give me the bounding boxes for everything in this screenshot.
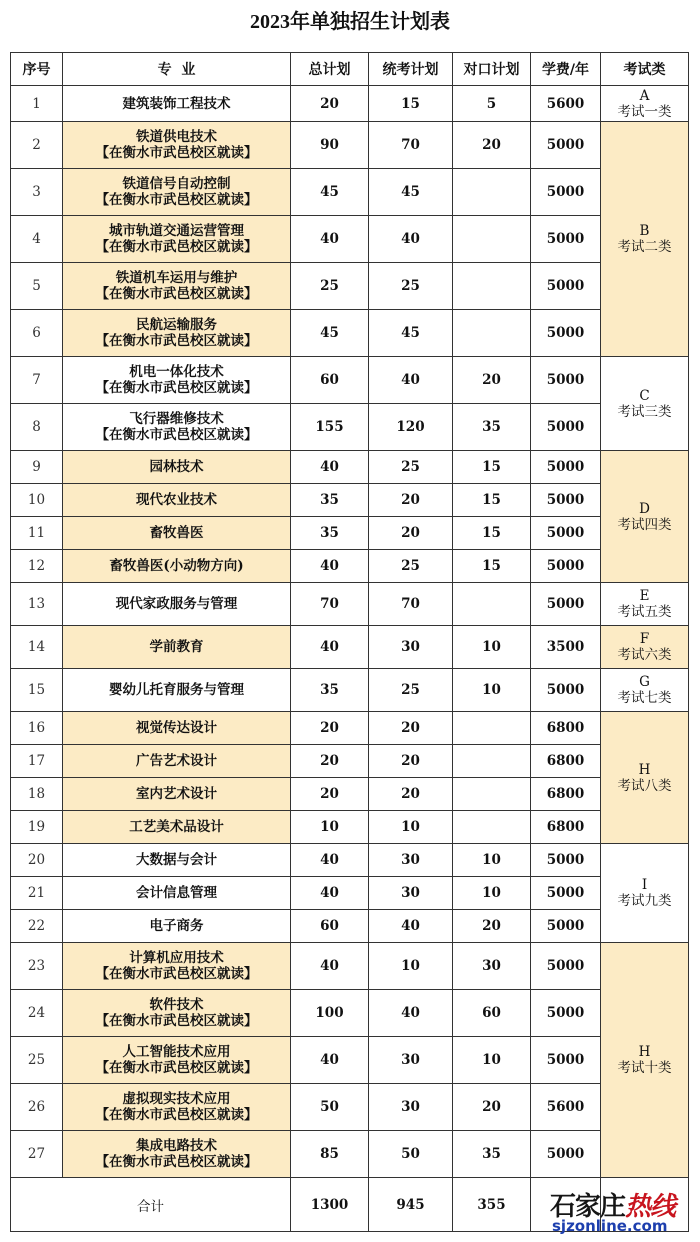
targeted-plan: 10	[453, 877, 531, 910]
enrollment-plan-table	[10, 52, 689, 1232]
table-row	[11, 263, 689, 310]
major-cell	[63, 357, 291, 404]
tuition-fee: 5000	[531, 910, 601, 943]
targeted-plan	[453, 811, 531, 844]
row-number: 15	[11, 669, 63, 712]
major-name: 现代农业技术	[136, 492, 217, 508]
targeted-plan	[453, 263, 531, 310]
row-number: 20	[11, 844, 63, 877]
targeted-plan	[453, 712, 531, 745]
major-cell	[63, 1037, 291, 1084]
total-plan: 20	[291, 86, 369, 122]
major-name: 城市轨道交通运营管理	[109, 223, 244, 239]
table-row	[11, 626, 689, 669]
tuition-fee: 5000	[531, 550, 601, 583]
targeted-plan	[453, 169, 531, 216]
tuition-fee: 5000	[531, 263, 601, 310]
row-number: 17	[11, 745, 63, 778]
major-name: 广告艺术设计	[136, 753, 217, 769]
major-name: 虚拟现实技术应用	[122, 1091, 231, 1107]
header-category: 考试类	[601, 53, 689, 86]
tuition-fee: 5000	[531, 357, 601, 404]
total-plan: 155	[291, 404, 369, 451]
major-name: 飞行器维修技术	[129, 411, 224, 427]
unified-plan: 40	[369, 990, 453, 1037]
major-cell	[63, 626, 291, 669]
exam-category-name: 考试三类	[617, 403, 672, 420]
unified-plan: 30	[369, 1037, 453, 1084]
total-plan: 25	[291, 263, 369, 310]
major-name: 铁道机车运用与维护	[115, 270, 238, 286]
unified-plan: 40	[369, 910, 453, 943]
major-cell	[63, 1131, 291, 1178]
major-name: 铁道供电技术	[136, 129, 217, 145]
tuition-fee: 5600	[531, 1084, 601, 1131]
tuition-fee: 5000	[531, 990, 601, 1037]
targeted-plan: 35	[453, 1131, 531, 1178]
table-row	[11, 517, 689, 550]
exam-category-name: 考试九类	[617, 893, 672, 909]
campus-note: 【在衡水市武邑校区就读】	[95, 145, 258, 161]
campus-note: 【在衡水市武邑校区就读】	[95, 1060, 258, 1076]
major-name: 集成电路技术	[136, 1138, 217, 1154]
exam-category-letter: F	[639, 631, 650, 647]
major-name: 婴幼儿托育服务与管理	[109, 682, 244, 698]
table-row	[11, 484, 689, 517]
major-cell	[63, 517, 291, 550]
total-plan: 90	[291, 122, 369, 169]
table-row	[11, 1037, 689, 1084]
row-number: 12	[11, 550, 63, 583]
total-plan: 40	[291, 877, 369, 910]
exam-category-letter: G	[639, 674, 650, 690]
targeted-plan: 15	[453, 451, 531, 484]
campus-note: 【在衡水市武邑校区就读】	[95, 239, 258, 255]
major-cell	[63, 404, 291, 451]
total-plan: 10	[291, 811, 369, 844]
targeted-plan: 15	[453, 484, 531, 517]
row-number: 16	[11, 712, 63, 745]
major-name: 会计信息管理	[136, 885, 217, 901]
targeted-plan: 10	[453, 1037, 531, 1084]
row-number: 21	[11, 877, 63, 910]
campus-note: 【在衡水市武邑校区就读】	[95, 333, 258, 349]
table-row	[11, 216, 689, 263]
targeted-plan	[453, 310, 531, 357]
table-row	[11, 1131, 689, 1178]
header-total: 总计划	[291, 53, 369, 86]
tuition-fee: 5000	[531, 877, 601, 910]
major-cell	[63, 990, 291, 1037]
major-cell	[63, 877, 291, 910]
tuition-fee: 3500	[531, 626, 601, 669]
unified-plan: 30	[369, 626, 453, 669]
exam-category-letter: B	[639, 223, 650, 239]
row-number: 8	[11, 404, 63, 451]
total-plan: 100	[291, 990, 369, 1037]
tuition-fee: 5600	[531, 86, 601, 122]
row-number: 22	[11, 910, 63, 943]
header-fee: 学费/年	[531, 53, 601, 86]
tuition-fee: 5000	[531, 169, 601, 216]
tuition-fee: 6800	[531, 745, 601, 778]
unified-plan: 70	[369, 122, 453, 169]
major-name: 大数据与会计	[136, 852, 217, 868]
table-row	[11, 778, 689, 811]
table-row	[11, 1084, 689, 1131]
targeted-plan: 60	[453, 990, 531, 1037]
row-number: 25	[11, 1037, 63, 1084]
exam-category	[601, 626, 689, 669]
targeted-plan: 10	[453, 844, 531, 877]
total-plan: 70	[291, 583, 369, 626]
row-number: 18	[11, 778, 63, 811]
exam-category-letter: A	[639, 87, 650, 104]
total-plan: 60	[291, 357, 369, 404]
tuition-fee: 5000	[531, 484, 601, 517]
row-number: 19	[11, 811, 63, 844]
watermark-name: 石家庄热线	[550, 1192, 676, 1222]
major-cell	[63, 712, 291, 745]
row-number: 7	[11, 357, 63, 404]
row-number: 27	[11, 1131, 63, 1178]
unified-plan: 25	[369, 550, 453, 583]
table-row	[11, 583, 689, 626]
tuition-fee: 5000	[531, 122, 601, 169]
targeted-plan	[453, 745, 531, 778]
exam-category-letter: C	[639, 387, 650, 404]
targeted-plan	[453, 216, 531, 263]
total-plan: 50	[291, 1084, 369, 1131]
total-plan: 35	[291, 484, 369, 517]
major-name: 计算机应用技术	[129, 950, 224, 966]
major-cell	[63, 550, 291, 583]
table-row	[11, 122, 689, 169]
targeted-plan	[453, 778, 531, 811]
targeted-plan	[453, 583, 531, 626]
major-cell	[63, 451, 291, 484]
major-name: 工艺美术品设计	[129, 819, 224, 835]
unified-plan: 50	[369, 1131, 453, 1178]
targeted-plan: 20	[453, 910, 531, 943]
tuition-fee: 6800	[531, 778, 601, 811]
major-name: 现代家政服务与管理	[115, 596, 238, 612]
major-name: 软件技术	[149, 997, 204, 1013]
exam-category	[601, 583, 689, 626]
row-number: 4	[11, 216, 63, 263]
header-major: 专 业	[63, 53, 291, 86]
major-cell	[63, 216, 291, 263]
major-cell	[63, 1084, 291, 1131]
row-number: 1	[11, 86, 63, 122]
row-number: 2	[11, 122, 63, 169]
totals-label: 合计	[11, 1178, 291, 1232]
row-number: 14	[11, 626, 63, 669]
exam-category-name: 考试十类	[617, 1060, 672, 1076]
campus-note: 【在衡水市武邑校区就读】	[95, 1107, 258, 1123]
unified-plan: 25	[369, 263, 453, 310]
exam-category-letter: E	[639, 588, 650, 604]
unified-plan: 25	[369, 669, 453, 712]
targeted-plan: 15	[453, 517, 531, 550]
header-unified: 统考计划	[369, 53, 453, 86]
exam-category	[601, 943, 689, 1178]
targeted-plan: 10	[453, 669, 531, 712]
row-number: 5	[11, 263, 63, 310]
major-name: 室内艺术设计	[136, 786, 217, 802]
watermark-url: sjzonline.com	[552, 1217, 668, 1235]
unified-plan: 30	[369, 877, 453, 910]
exam-category-letter: D	[639, 500, 650, 517]
tuition-fee: 5000	[531, 844, 601, 877]
major-name: 民航运输服务	[136, 317, 217, 333]
totals-total: 1300	[291, 1178, 369, 1232]
unified-plan: 70	[369, 583, 453, 626]
exam-category-letter: H	[638, 761, 651, 778]
total-plan: 40	[291, 626, 369, 669]
exam-category	[601, 712, 689, 844]
table-row	[11, 990, 689, 1037]
row-number: 26	[11, 1084, 63, 1131]
exam-category-name: 考试一类	[617, 103, 672, 120]
tuition-fee: 5000	[531, 1131, 601, 1178]
unified-plan: 45	[369, 169, 453, 216]
unified-plan: 10	[369, 811, 453, 844]
table-row	[11, 86, 689, 122]
header-no: 序号	[11, 53, 63, 86]
row-number: 23	[11, 943, 63, 990]
major-cell	[63, 484, 291, 517]
tuition-fee: 5000	[531, 404, 601, 451]
exam-category-name: 考试二类	[617, 239, 672, 255]
exam-category-name: 考试五类	[617, 604, 672, 620]
major-name: 园林技术	[149, 459, 204, 475]
major-cell	[63, 778, 291, 811]
row-number: 11	[11, 517, 63, 550]
targeted-plan: 20	[453, 122, 531, 169]
table-row	[11, 550, 689, 583]
unified-plan: 45	[369, 310, 453, 357]
header-targeted: 对口计划	[453, 53, 531, 86]
total-plan: 40	[291, 451, 369, 484]
major-cell	[63, 169, 291, 216]
major-cell	[63, 310, 291, 357]
exam-category	[601, 86, 689, 122]
campus-note: 【在衡水市武邑校区就读】	[95, 1013, 258, 1029]
unified-plan: 20	[369, 778, 453, 811]
table-row	[11, 404, 689, 451]
row-number: 13	[11, 583, 63, 626]
major-name: 铁道信号自动控制	[122, 176, 231, 192]
table-row	[11, 943, 689, 990]
table-row	[11, 910, 689, 943]
table-row	[11, 745, 689, 778]
total-plan: 40	[291, 943, 369, 990]
total-plan: 45	[291, 169, 369, 216]
total-plan: 40	[291, 216, 369, 263]
table-row	[11, 844, 689, 877]
campus-note: 【在衡水市武邑校区就读】	[95, 427, 258, 443]
row-number: 6	[11, 310, 63, 357]
unified-plan: 40	[369, 357, 453, 404]
exam-category-name: 考试六类	[617, 647, 672, 663]
tuition-fee: 5000	[531, 451, 601, 484]
table-row	[11, 877, 689, 910]
unified-plan: 15	[369, 86, 453, 122]
tuition-fee: 5000	[531, 669, 601, 712]
unified-plan: 20	[369, 517, 453, 550]
campus-note: 【在衡水市武邑校区就读】	[95, 1154, 258, 1170]
table-row	[11, 451, 689, 484]
row-number: 9	[11, 451, 63, 484]
targeted-plan: 30	[453, 943, 531, 990]
campus-note: 【在衡水市武邑校区就读】	[95, 192, 258, 208]
table-row	[11, 357, 689, 404]
campus-note: 【在衡水市武邑校区就读】	[95, 966, 258, 982]
exam-category	[601, 357, 689, 451]
watermark-logo	[546, 1186, 696, 1236]
major-name: 人工智能技术应用	[122, 1044, 231, 1060]
total-plan: 35	[291, 517, 369, 550]
unified-plan: 30	[369, 844, 453, 877]
exam-category	[601, 844, 689, 943]
tuition-fee: 6800	[531, 712, 601, 745]
major-name: 畜牧兽医(小动物方向)	[109, 558, 244, 574]
major-cell	[63, 811, 291, 844]
table-row	[11, 169, 689, 216]
total-plan: 40	[291, 844, 369, 877]
major-name: 建筑装饰工程技术	[122, 95, 231, 112]
tuition-fee: 5000	[531, 517, 601, 550]
page-title: 2023年单独招生计划表	[250, 11, 450, 33]
table-row	[11, 811, 689, 844]
total-plan: 40	[291, 1037, 369, 1084]
header-row	[11, 53, 689, 86]
major-cell	[63, 263, 291, 310]
total-plan: 20	[291, 745, 369, 778]
table-row	[11, 712, 689, 745]
tuition-fee: 5000	[531, 216, 601, 263]
campus-note: 【在衡水市武邑校区就读】	[95, 380, 258, 396]
major-cell	[63, 943, 291, 990]
targeted-plan: 5	[453, 86, 531, 122]
exam-category	[601, 669, 689, 712]
major-cell	[63, 122, 291, 169]
unified-plan: 30	[369, 1084, 453, 1131]
tuition-fee: 5000	[531, 583, 601, 626]
tuition-fee: 5000	[531, 1037, 601, 1084]
exam-category-name: 考试八类	[617, 777, 672, 794]
total-plan: 85	[291, 1131, 369, 1178]
exam-category-name: 考试七类	[617, 690, 672, 706]
unified-plan: 20	[369, 484, 453, 517]
table-row	[11, 669, 689, 712]
targeted-plan: 10	[453, 626, 531, 669]
major-cell	[63, 910, 291, 943]
total-plan: 20	[291, 712, 369, 745]
major-cell	[63, 669, 291, 712]
unified-plan: 25	[369, 451, 453, 484]
unified-plan: 120	[369, 404, 453, 451]
row-number: 3	[11, 169, 63, 216]
major-name: 学前教育	[149, 639, 204, 655]
major-name: 视觉传达设计	[136, 720, 217, 736]
exam-category	[601, 122, 689, 357]
total-plan: 60	[291, 910, 369, 943]
targeted-plan: 15	[453, 550, 531, 583]
row-number: 10	[11, 484, 63, 517]
row-number: 24	[11, 990, 63, 1037]
unified-plan: 20	[369, 712, 453, 745]
unified-plan: 20	[369, 745, 453, 778]
total-plan: 45	[291, 310, 369, 357]
exam-category-letter: H	[638, 1044, 651, 1060]
major-name: 畜牧兽医	[149, 525, 204, 541]
total-plan: 40	[291, 550, 369, 583]
totals-targeted: 355	[453, 1178, 531, 1232]
major-cell	[63, 745, 291, 778]
exam-category-letter: I	[641, 877, 648, 893]
major-cell	[63, 86, 291, 122]
unified-plan: 10	[369, 943, 453, 990]
total-plan: 20	[291, 778, 369, 811]
totals-unified: 945	[369, 1178, 453, 1232]
unified-plan: 40	[369, 216, 453, 263]
targeted-plan: 20	[453, 1084, 531, 1131]
targeted-plan: 20	[453, 357, 531, 404]
tuition-fee: 6800	[531, 811, 601, 844]
tuition-fee: 5000	[531, 310, 601, 357]
campus-note: 【在衡水市武邑校区就读】	[95, 286, 258, 302]
tuition-fee: 5000	[531, 943, 601, 990]
table-row	[11, 310, 689, 357]
major-cell	[63, 844, 291, 877]
major-name: 机电一体化技术	[129, 364, 224, 380]
targeted-plan: 35	[453, 404, 531, 451]
major-name: 电子商务	[149, 918, 204, 934]
exam-category	[601, 451, 689, 583]
total-plan: 35	[291, 669, 369, 712]
exam-category-name: 考试四类	[617, 516, 672, 533]
major-cell	[63, 583, 291, 626]
